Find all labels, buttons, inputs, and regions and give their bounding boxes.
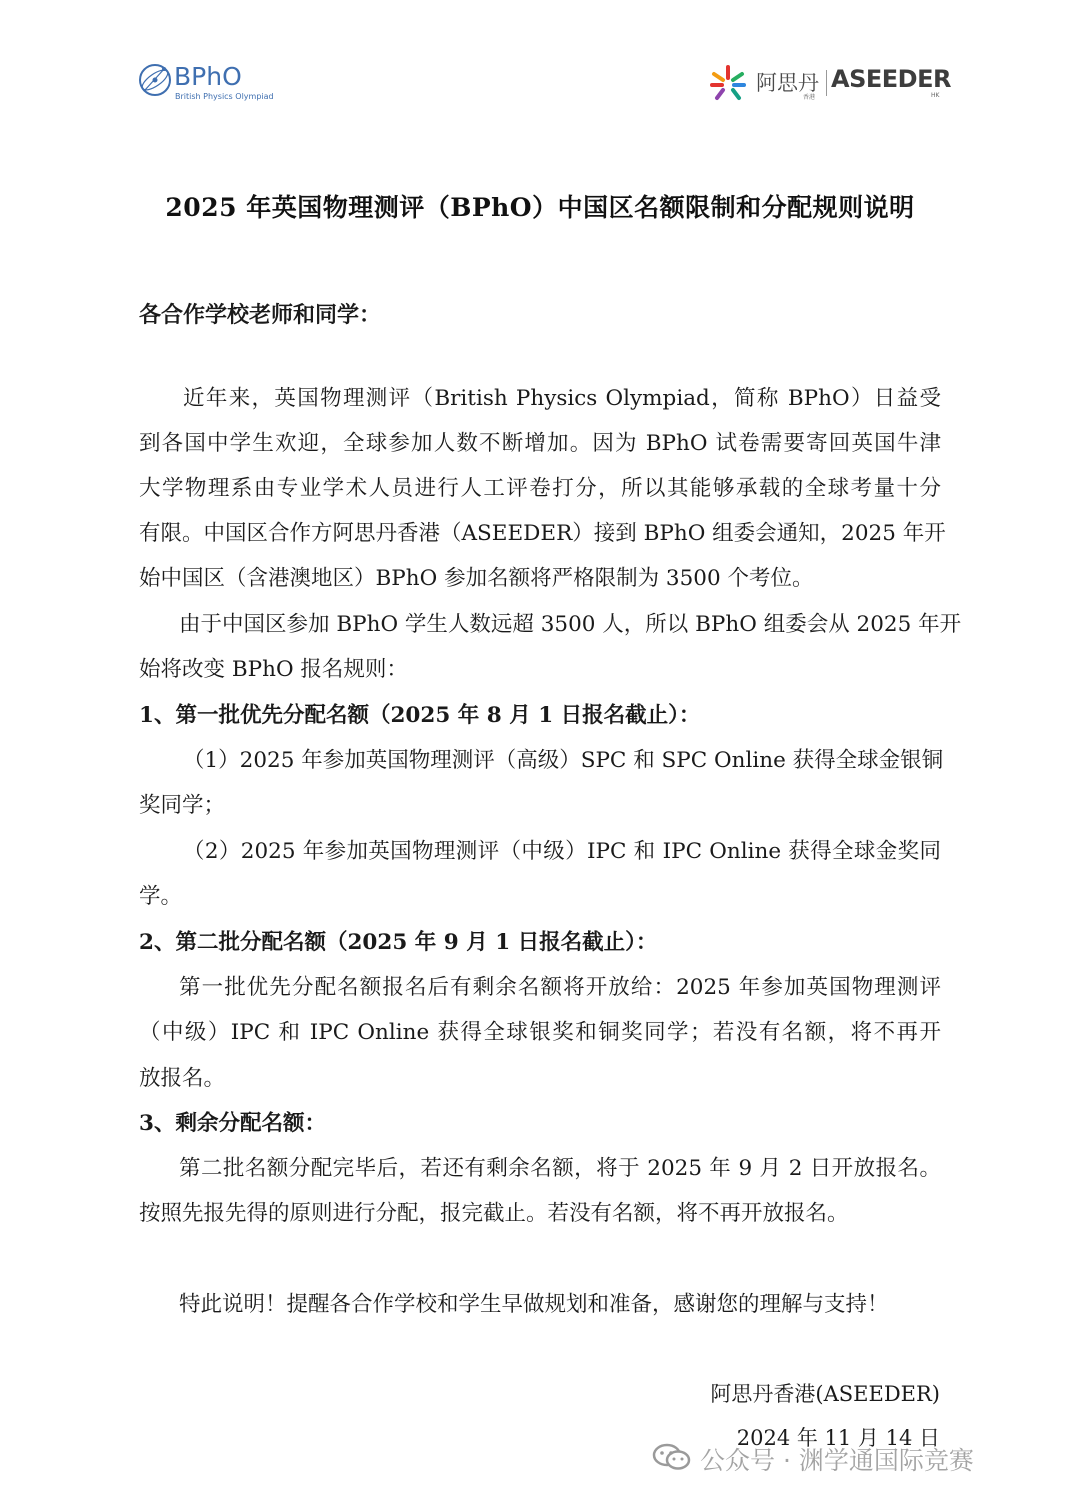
aseeder-logo-divider bbox=[826, 70, 827, 96]
bpho-logo-subtitle: British Physics Olympiad bbox=[175, 92, 274, 101]
watermark-text: 公众号 · 渊学通国际竞赛 bbox=[700, 1446, 974, 1475]
rule-change-line: 始将改变 BPhO 报名规则： bbox=[139, 657, 408, 682]
batch1-item2-line: 学。 bbox=[139, 884, 183, 909]
document-title: 2025 年英国物理测评（BPhO）中国区名额限制和分配规则说明 bbox=[165, 193, 915, 222]
aseeder-spark-icon bbox=[708, 64, 748, 102]
aseeder-logo bbox=[708, 62, 951, 106]
batch3-line: 第二批名额分配完毕后，若还有剩余名额，将于 2025 年 9 月 2 日开放报名。 bbox=[179, 1156, 941, 1181]
batch2-line: 放报名。 bbox=[139, 1066, 226, 1091]
rule-change-line: 由于中国区参加 BPhO 学生人数远超 3500 人，所以 BPhO 组委会从 2025 年开 bbox=[179, 612, 962, 637]
intro-line: 大学物理系由专业学术人员进行人工评卷打分，所以其能够承载的全球考量十分 bbox=[139, 476, 941, 501]
bpho-logo-name: BPhO bbox=[174, 62, 242, 91]
bpho-logo bbox=[137, 60, 287, 104]
signature-org: 阿思丹香港(ASEEDER) bbox=[710, 1382, 940, 1406]
batch3-line: 按照先报先得的原则进行分配，报完截止。若没有名额，将不再开放报名。 bbox=[139, 1201, 849, 1226]
signature-date: 2024 年 11 月 14 日 bbox=[736, 1426, 940, 1450]
batch1-item2-line: （2）2025 年参加英国物理测评（中级）IPC 和 IPC Online 获得全球金奖同 bbox=[183, 839, 941, 864]
intro-line: 始中国区（含港澳地区）BPhO 参加名额将严格限制为 3500 个考位。 bbox=[139, 566, 814, 591]
salutation: 各合作学校老师和同学： bbox=[139, 302, 382, 328]
batch1-item1-line: 奖同学； bbox=[139, 793, 226, 818]
batch1-heading: 1、第一批优先分配名额（2025 年 8 月 1 日报名截止）： bbox=[139, 703, 701, 728]
batch1-item1-line: （1）2025 年参加英国物理测评（高级）SPC 和 SPC Online 获得全球金银铜 bbox=[183, 748, 944, 773]
aseeder-logo-region: HK bbox=[931, 92, 940, 99]
aseeder-logo-chinese: 阿思丹 bbox=[756, 71, 819, 95]
batch2-line: 第一批优先分配名额报名后有剩余名额将开放给：2025 年参加英国物理测评 bbox=[179, 975, 941, 1000]
intro-line: 有限。中国区合作方阿思丹香港（ASEEDER）接到 BPhO 组委会通知，2025 年开 bbox=[139, 521, 946, 546]
bpho-atom-icon bbox=[137, 60, 173, 100]
aseeder-logo-english: ASEEDER bbox=[831, 65, 951, 93]
closing-note: 特此说明！提醒各合作学校和学生早做规划和准备，感谢您的理解与支持！ bbox=[179, 1292, 889, 1317]
batch2-heading: 2、第二批分配名额（2025 年 9 月 1 日报名截止）： bbox=[139, 930, 658, 955]
intro-line: 近年来，英国物理测评（British Physics Olympiad，简称 BPhO）日益受 bbox=[183, 386, 941, 411]
wechat-icon bbox=[652, 1442, 692, 1472]
batch3-heading: 3、剩余分配名额： bbox=[139, 1111, 326, 1136]
intro-line: 到各国中学生欢迎，全球参加人数不断增加。因为 BPhO 试卷需要寄回英国牛津 bbox=[139, 431, 941, 456]
batch2-line: （中级）IPC 和 IPC Online 获得全球银奖和铜奖同学；若没有名额，将不再开 bbox=[139, 1020, 941, 1045]
aseeder-logo-chinese-sub: 香港 bbox=[803, 94, 816, 101]
